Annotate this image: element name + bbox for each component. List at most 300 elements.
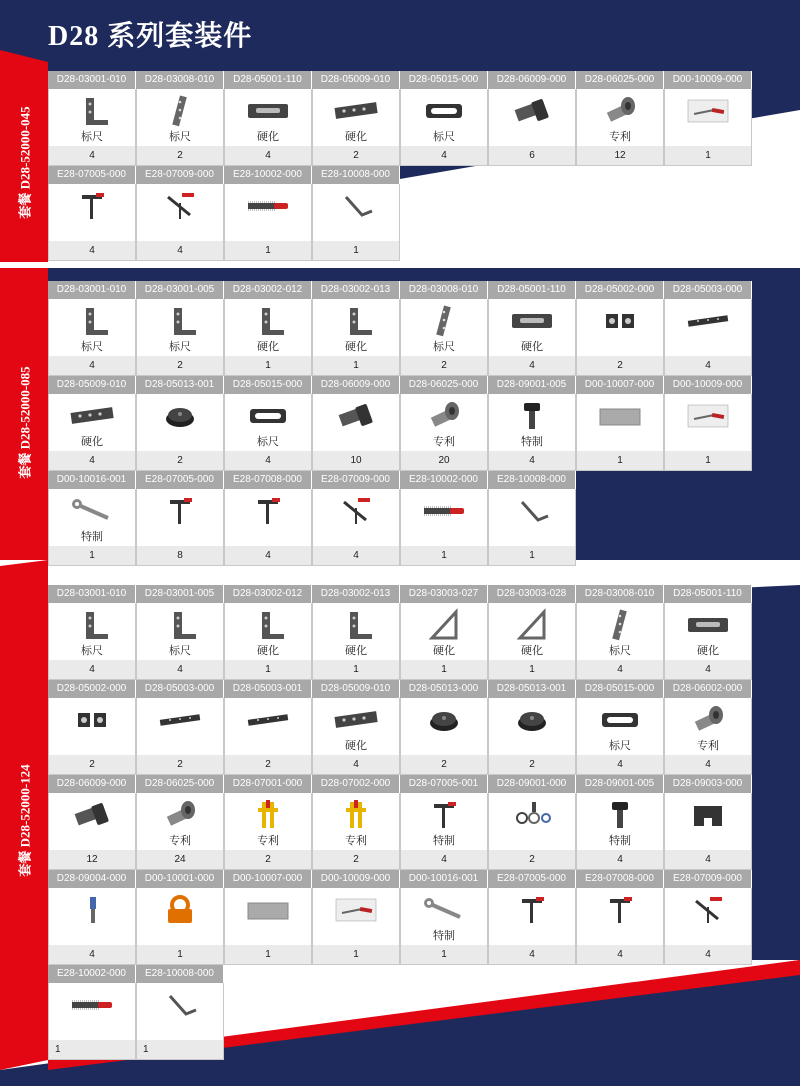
part-quantity: 2 xyxy=(224,755,312,775)
part-image xyxy=(136,793,224,850)
part-tag: 标尺 xyxy=(257,435,279,448)
bar-holes-icon xyxy=(137,93,223,129)
part-cell xyxy=(576,376,664,471)
part-code: D00-10009-000 xyxy=(664,71,752,89)
part-cell xyxy=(224,166,312,261)
part-cell xyxy=(136,281,224,376)
plate-holes-icon xyxy=(313,93,399,129)
part-quantity: 4 xyxy=(48,660,136,680)
part-code: D28-03002-012 xyxy=(224,281,312,299)
part-quantity: 4 xyxy=(664,850,752,870)
part-code: D28-06009-000 xyxy=(488,71,576,89)
part-code: D28-05013-000 xyxy=(400,680,488,698)
part-quantity: 4 xyxy=(664,755,752,775)
part-quantity: 2 xyxy=(576,356,664,376)
part-image xyxy=(488,89,576,146)
part-quantity: 4 xyxy=(576,660,664,680)
triangle-icon xyxy=(401,607,487,643)
part-code: D28-07001-000 xyxy=(224,775,312,793)
part-quantity: 20 xyxy=(400,451,488,471)
tool-handle-icon xyxy=(665,398,751,434)
part-quantity: 24 xyxy=(136,850,224,870)
part-quantity: 4 xyxy=(224,451,312,471)
part-code: D28-05001-110 xyxy=(488,281,576,299)
bolt-flange-icon xyxy=(401,398,487,434)
part-image xyxy=(48,394,136,451)
part-tag: 标尺 xyxy=(169,644,191,657)
part-tag: 标尺 xyxy=(81,130,103,143)
part-cell xyxy=(312,71,400,166)
round-cap-icon xyxy=(401,702,487,738)
part-quantity: 1 xyxy=(400,945,488,965)
part-code: D28-03001-005 xyxy=(136,585,224,603)
part-code: D28-09004-000 xyxy=(48,870,136,888)
part-code: D28-05003-000 xyxy=(664,281,752,299)
part-code: D28-05015-000 xyxy=(224,376,312,394)
part-code: D28-03003-027 xyxy=(400,585,488,603)
part-quantity: 4 xyxy=(488,356,576,376)
part-code: E28-07008-000 xyxy=(576,870,664,888)
part-image xyxy=(664,888,752,945)
part-code: E28-10008-000 xyxy=(312,166,400,184)
hex-key-icon xyxy=(489,493,575,529)
part-cell xyxy=(400,870,488,965)
round-cap-icon xyxy=(489,702,575,738)
part-quantity: 1 xyxy=(224,356,312,376)
part-quantity: 1 xyxy=(136,1040,224,1060)
part-image xyxy=(48,489,136,546)
part-image xyxy=(312,184,400,241)
l-angle-icon xyxy=(49,303,135,339)
part-cell xyxy=(400,585,488,680)
part-image xyxy=(136,489,224,546)
part-quantity: 1 xyxy=(488,546,576,566)
part-quantity: 1 xyxy=(400,660,488,680)
part-cell xyxy=(224,376,312,471)
part-code: D28-05013-001 xyxy=(488,680,576,698)
part-code: D00-10009-000 xyxy=(664,376,752,394)
part-image xyxy=(400,888,488,945)
part-quantity: 2 xyxy=(488,755,576,775)
part-code: D28-09003-000 xyxy=(664,775,752,793)
part-image xyxy=(664,603,752,660)
part-cell xyxy=(312,585,400,680)
part-tag: 标尺 xyxy=(81,340,103,353)
part-image xyxy=(224,698,312,755)
part-image xyxy=(48,184,136,241)
part-cell xyxy=(136,71,224,166)
part-code: E28-07009-000 xyxy=(312,471,400,489)
part-image xyxy=(136,184,224,241)
part-code: D00-10007-000 xyxy=(576,376,664,394)
part-code: D00-10016-001 xyxy=(400,870,488,888)
t-clamp-icon xyxy=(401,797,487,833)
slot-frame-icon xyxy=(577,702,663,738)
part-cell xyxy=(576,585,664,680)
part-image xyxy=(312,489,400,546)
part-code: E28-10002-000 xyxy=(400,471,488,489)
part-quantity: 4 xyxy=(48,945,136,965)
brush-icon xyxy=(401,493,487,529)
part-cell xyxy=(400,71,488,166)
part-cell xyxy=(312,166,400,261)
part-code: D28-03008-010 xyxy=(400,281,488,299)
part-quantity: 1 xyxy=(664,146,752,166)
part-image xyxy=(48,603,136,660)
part-cell xyxy=(664,376,752,471)
plate-holes-icon xyxy=(313,702,399,738)
part-image xyxy=(224,793,312,850)
part-image xyxy=(400,793,488,850)
part-cell xyxy=(224,870,312,965)
part-cell xyxy=(664,281,752,376)
part-image xyxy=(224,888,312,945)
triangle-icon xyxy=(489,607,575,643)
part-quantity: 4 xyxy=(664,356,752,376)
part-cell xyxy=(136,585,224,680)
part-tag: 硬化 xyxy=(81,435,103,448)
stud-icon xyxy=(489,398,575,434)
hex-key-icon xyxy=(137,987,223,1023)
part-quantity: 1 xyxy=(312,241,400,261)
part-quantity: 1 xyxy=(312,660,400,680)
part-cell xyxy=(312,870,400,965)
part-code: E28-07005-000 xyxy=(488,870,576,888)
part-tag: 标尺 xyxy=(433,130,455,143)
gray-block-icon xyxy=(577,398,663,434)
block-slot-icon xyxy=(665,607,751,643)
orange-eye-icon xyxy=(137,892,223,928)
part-tag: 特制 xyxy=(433,929,455,942)
part-cell xyxy=(48,870,136,965)
bolt-flange-icon xyxy=(137,797,223,833)
part-image xyxy=(400,603,488,660)
t-clamp-icon xyxy=(225,493,311,529)
part-image xyxy=(48,299,136,356)
part-tag: 硬化 xyxy=(521,644,543,657)
part-tag: 专利 xyxy=(433,435,455,448)
part-code: D28-05009-010 xyxy=(312,71,400,89)
l-angle-icon xyxy=(225,607,311,643)
part-code: D00-10016-001 xyxy=(48,471,136,489)
part-cell xyxy=(664,870,752,965)
part-image xyxy=(664,793,752,850)
part-code: D28-03008-010 xyxy=(136,71,224,89)
part-image xyxy=(48,983,136,1040)
part-image xyxy=(488,299,576,356)
part-image xyxy=(48,89,136,146)
angle-clamp-icon xyxy=(313,493,399,529)
part-code: D28-09001-005 xyxy=(576,775,664,793)
block-slot-icon xyxy=(225,93,311,129)
part-image xyxy=(136,603,224,660)
bolt-icon xyxy=(313,398,399,434)
part-quantity: 1 xyxy=(664,451,752,471)
part-code: E28-07008-000 xyxy=(224,471,312,489)
part-code: E28-10008-000 xyxy=(488,471,576,489)
part-quantity: 1 xyxy=(224,241,312,261)
l-angle-icon xyxy=(137,607,223,643)
l-angle-icon xyxy=(225,303,311,339)
part-code: D28-05002-000 xyxy=(576,281,664,299)
part-cell xyxy=(488,680,576,775)
part-code: D28-05001-110 xyxy=(664,585,752,603)
angle-clamp-icon xyxy=(665,892,751,928)
part-image xyxy=(400,89,488,146)
part-cell xyxy=(664,680,752,775)
part-tag: 硬化 xyxy=(345,644,367,657)
tool-handle-icon xyxy=(665,93,751,129)
part-quantity: 4 xyxy=(312,755,400,775)
part-cell xyxy=(224,775,312,870)
part-code: E28-07005-000 xyxy=(48,166,136,184)
part-cell xyxy=(400,680,488,775)
washers-icon xyxy=(489,797,575,833)
part-image xyxy=(312,89,400,146)
part-quantity: 2 xyxy=(136,755,224,775)
part-code: D28-05003-000 xyxy=(136,680,224,698)
part-code: D28-07002-000 xyxy=(312,775,400,793)
part-cell xyxy=(224,281,312,376)
part-code: D28-06009-000 xyxy=(312,376,400,394)
part-cell xyxy=(488,71,576,166)
part-image xyxy=(576,394,664,451)
part-tag: 标尺 xyxy=(609,644,631,657)
small-block-icon xyxy=(577,303,663,339)
part-quantity: 4 xyxy=(48,356,136,376)
bar-holes-icon xyxy=(577,607,663,643)
part-cell xyxy=(136,376,224,471)
l-angle-icon xyxy=(49,607,135,643)
part-tag: 硬化 xyxy=(697,644,719,657)
set-grid-085 xyxy=(48,281,752,566)
part-quantity: 10 xyxy=(312,451,400,471)
part-code: D00-10007-000 xyxy=(224,870,312,888)
part-quantity: 2 xyxy=(312,146,400,166)
part-cell xyxy=(664,775,752,870)
part-cell xyxy=(488,376,576,471)
part-cell xyxy=(576,281,664,376)
set-label-045: 套餐 D28-52000-045 xyxy=(17,105,33,219)
part-image xyxy=(576,793,664,850)
part-quantity: 4 xyxy=(136,241,224,261)
part-code: E28-10008-000 xyxy=(136,965,224,983)
part-quantity: 2 xyxy=(224,850,312,870)
part-cell xyxy=(488,281,576,376)
part-quantity: 4 xyxy=(224,146,312,166)
part-tag: 硬化 xyxy=(257,130,279,143)
part-image xyxy=(576,698,664,755)
part-cell xyxy=(664,71,752,166)
part-cell xyxy=(48,166,136,261)
bolt-flange-icon xyxy=(577,93,663,129)
part-quantity: 1 xyxy=(48,546,136,566)
part-tag: 硬化 xyxy=(345,130,367,143)
part-image xyxy=(136,394,224,451)
part-quantity: 4 xyxy=(400,146,488,166)
wrench-icon xyxy=(49,493,135,529)
part-code: D28-06025-000 xyxy=(400,376,488,394)
part-tag: 硬化 xyxy=(345,340,367,353)
part-cell xyxy=(312,281,400,376)
part-code: D28-03002-013 xyxy=(312,585,400,603)
part-cell xyxy=(576,870,664,965)
t-clamp-icon xyxy=(49,188,135,224)
part-cell xyxy=(488,870,576,965)
part-cell xyxy=(312,775,400,870)
part-quantity: 1 xyxy=(312,356,400,376)
part-tag: 专利 xyxy=(257,834,279,847)
part-image xyxy=(224,603,312,660)
part-tag: 标尺 xyxy=(169,130,191,143)
part-code: D28-09001-000 xyxy=(488,775,576,793)
set-grid-045 xyxy=(48,71,752,261)
part-image xyxy=(48,793,136,850)
part-cell xyxy=(664,585,752,680)
part-cell xyxy=(48,471,136,566)
part-cell xyxy=(400,775,488,870)
l-angle-icon xyxy=(313,303,399,339)
plate-holes-icon xyxy=(49,398,135,434)
part-image xyxy=(488,394,576,451)
part-image xyxy=(664,299,752,356)
part-quantity: 6 xyxy=(488,146,576,166)
part-code: D28-03001-005 xyxy=(136,281,224,299)
part-code: D28-03008-010 xyxy=(576,585,664,603)
part-image xyxy=(312,888,400,945)
thin-bar-icon xyxy=(137,702,223,738)
part-tag: 标尺 xyxy=(433,340,455,353)
part-image xyxy=(312,793,400,850)
part-tag: 特制 xyxy=(433,834,455,847)
part-cell xyxy=(48,281,136,376)
part-code: E28-07009-000 xyxy=(664,870,752,888)
part-cell xyxy=(136,870,224,965)
part-quantity: 4 xyxy=(488,945,576,965)
brush-icon xyxy=(225,188,311,224)
part-code: E28-10002-000 xyxy=(48,965,136,983)
part-quantity: 2 xyxy=(400,356,488,376)
part-tag: 硬化 xyxy=(257,644,279,657)
part-quantity: 12 xyxy=(48,850,136,870)
t-clamp-icon xyxy=(137,493,223,529)
part-code: D28-05009-010 xyxy=(312,680,400,698)
part-image xyxy=(136,983,224,1040)
part-code: E28-07009-000 xyxy=(136,166,224,184)
hex-key-icon xyxy=(313,188,399,224)
part-image xyxy=(664,698,752,755)
slot-frame-icon xyxy=(401,93,487,129)
part-quantity: 2 xyxy=(136,146,224,166)
part-quantity: 1 xyxy=(400,546,488,566)
part-quantity: 2 xyxy=(312,850,400,870)
part-tag: 硬化 xyxy=(433,644,455,657)
part-tag: 特制 xyxy=(81,530,103,543)
part-image xyxy=(400,698,488,755)
thin-bar-icon xyxy=(665,303,751,339)
part-cell xyxy=(400,471,488,566)
part-image xyxy=(664,89,752,146)
page-title: D28 系列套装件 xyxy=(48,21,253,52)
l-angle-icon xyxy=(137,303,223,339)
part-tag: 标尺 xyxy=(81,644,103,657)
part-quantity: 1 xyxy=(224,945,312,965)
part-cell xyxy=(488,775,576,870)
part-quantity: 12 xyxy=(576,146,664,166)
part-tag: 专利 xyxy=(169,834,191,847)
part-quantity: 2 xyxy=(136,451,224,471)
part-quantity: 1 xyxy=(136,945,224,965)
t-clamp-icon xyxy=(577,892,663,928)
part-quantity: 4 xyxy=(312,546,400,566)
part-code: D00-10009-000 xyxy=(312,870,400,888)
small-block-icon xyxy=(49,702,135,738)
part-cell xyxy=(576,680,664,775)
part-image xyxy=(576,603,664,660)
part-cell xyxy=(312,680,400,775)
slot-frame-icon xyxy=(225,398,311,434)
bar-holes-icon xyxy=(401,303,487,339)
set-grid-124 xyxy=(48,585,752,1060)
t-clamp-icon xyxy=(489,892,575,928)
yellow-stop-icon xyxy=(225,797,311,833)
part-code: D28-05003-001 xyxy=(224,680,312,698)
part-cell xyxy=(136,471,224,566)
gray-block-icon xyxy=(225,892,311,928)
part-quantity: 2 xyxy=(488,850,576,870)
set-label-085: 套餐 D28-52000-085 xyxy=(17,366,33,479)
part-code: D28-03002-012 xyxy=(224,585,312,603)
part-quantity: 1 xyxy=(488,660,576,680)
part-quantity: 4 xyxy=(136,660,224,680)
part-code: D28-05002-000 xyxy=(48,680,136,698)
part-cell xyxy=(136,680,224,775)
part-code: D28-03002-013 xyxy=(312,281,400,299)
part-quantity: 4 xyxy=(224,546,312,566)
part-quantity: 1 xyxy=(48,1040,136,1060)
part-image xyxy=(400,299,488,356)
part-code: D28-03001-010 xyxy=(48,585,136,603)
part-image xyxy=(488,489,576,546)
part-image xyxy=(224,299,312,356)
part-tag: 标尺 xyxy=(609,739,631,752)
part-image xyxy=(312,698,400,755)
block-slot-icon xyxy=(489,303,575,339)
part-tag: 标尺 xyxy=(169,340,191,353)
part-cell xyxy=(48,680,136,775)
part-code: D28-06002-000 xyxy=(664,680,752,698)
part-image xyxy=(48,888,136,945)
part-quantity: 2 xyxy=(136,356,224,376)
part-quantity: 4 xyxy=(576,850,664,870)
part-tag: 特制 xyxy=(609,834,631,847)
part-cell xyxy=(136,965,224,1060)
part-code: D28-03001-010 xyxy=(48,281,136,299)
part-cell xyxy=(312,471,400,566)
part-image xyxy=(312,603,400,660)
part-cell xyxy=(400,281,488,376)
part-quantity: 1 xyxy=(312,945,400,965)
part-cell xyxy=(224,71,312,166)
part-quantity: 2 xyxy=(48,755,136,775)
part-quantity: 4 xyxy=(576,755,664,775)
part-cell xyxy=(400,376,488,471)
set-label-124: 套餐 D28-52000-124 xyxy=(17,763,33,877)
part-tag: 硬化 xyxy=(257,340,279,353)
clamp-body-icon xyxy=(665,797,751,833)
bolt-icon xyxy=(49,797,135,833)
part-cell xyxy=(488,585,576,680)
